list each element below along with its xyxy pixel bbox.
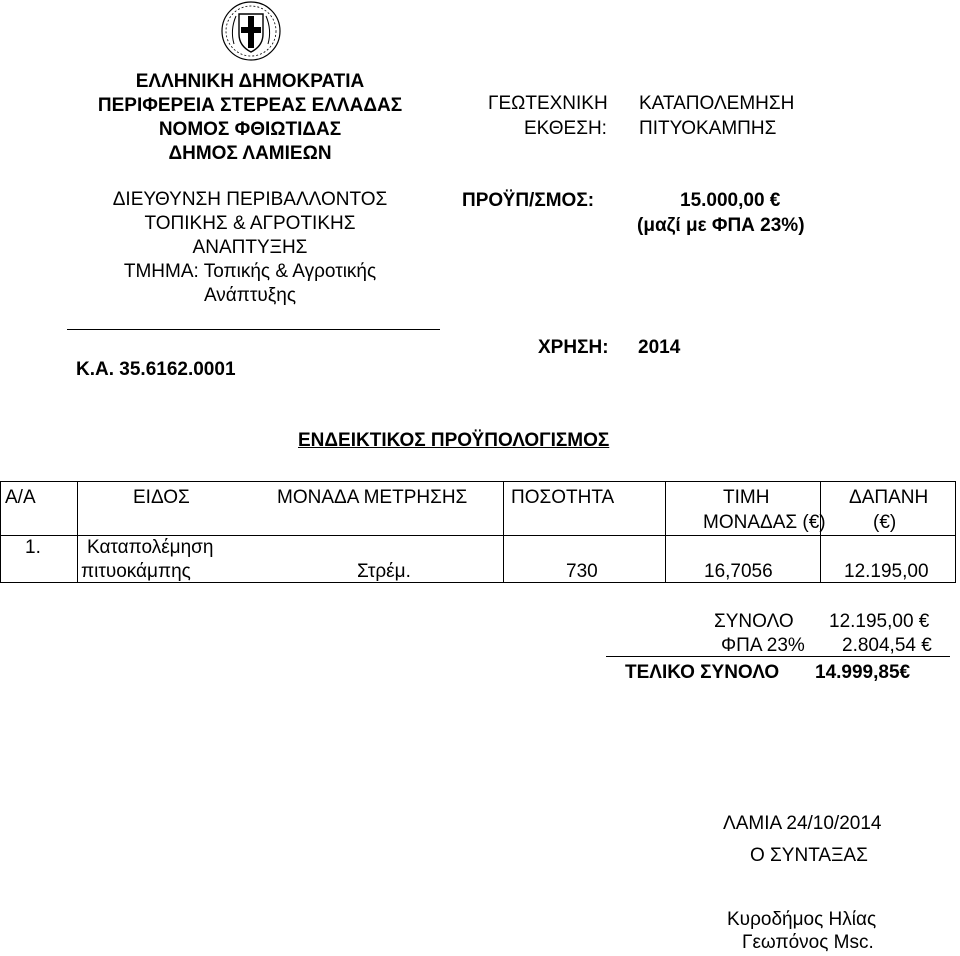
vat-label: ΦΠΑ 23% (721, 635, 805, 656)
total-value: 14.999,85€ (815, 662, 911, 683)
header-cost: (€) (873, 512, 897, 533)
row-item: πιτυοκάμπης (81, 561, 191, 582)
department-line: ΤΟΠΙΚΗΣ & ΑΓΡΟΤΙΚΗΣ (144, 213, 356, 234)
column-divider (503, 482, 504, 582)
row-qty: 730 (566, 561, 598, 582)
budget-note: (μαζί με ΦΠΑ 23%) (637, 215, 805, 236)
study-label-1: ΓΕΩΤΕΧΝΙΚΗ (488, 93, 608, 114)
totals-rule (606, 656, 950, 657)
year-label: ΧΡΗΣΗ: (538, 337, 609, 358)
total-label: ΤΕΛΙΚΟ ΣΥΝΟΛΟ (625, 662, 780, 683)
header-cost: ΔΑΠΑΝΗ (849, 487, 929, 508)
header-item: ΕΙΔΟΣ (133, 487, 190, 508)
department-line: Ανάπτυξης (203, 285, 297, 306)
signature-rule (67, 329, 440, 330)
year-value: 2014 (638, 337, 681, 358)
department-line: ΤΜΗΜΑ: Τοπικής & Αγροτικής (123, 261, 377, 282)
document-title: ΕΝΔΕΙΚΤΙΚΟΣ ΠΡΟΫΠΟΛΟΓΙΣΜΟΣ (298, 430, 610, 451)
sum-value: 12.195,00 € (829, 611, 930, 632)
study-value-1: ΚΑΤΑΠΟΛΕΜΗΣΗ (639, 93, 795, 114)
department-line: ΔΙΕΥΘΥΝΣΗ ΠΕΡΙΒΑΛΛΟΝΤΟΣ (112, 189, 388, 210)
department-block (60, 188, 440, 308)
header-price: ΤΙΜΗ (723, 487, 770, 508)
budget-code: Κ.Α. 35.6162.0001 (76, 359, 236, 380)
coat-of-arms-emblem (220, 0, 282, 62)
row-cost: 12.195,00 (844, 561, 929, 582)
study-label-2: ΕΚΘΕΣΗ: (524, 118, 607, 139)
author-role: Ο ΣΥΝΤΑΞΑΣ (750, 845, 868, 866)
issuer-line: ΔΗΜΟΣ ΛΑΜΙΕΩΝ (168, 143, 332, 164)
budget-value: 15.000,00 € (680, 190, 781, 211)
header-unit: ΜΟΝΑΔΑ ΜΕΤΡΗΣΗΣ (277, 487, 468, 508)
department-line: ΑΝΑΠΤΥΞΗΣ (192, 237, 308, 258)
issuer-block (60, 70, 440, 166)
row-unit: Στρέμ. (357, 561, 411, 582)
issuer-line: ΠΕΡΙΦΕΡΕΙΑ ΣΤΕΡΕΑΣ ΕΛΛΑΔΑΣ (97, 95, 403, 116)
author-name: Κυροδήμος Ηλίας (727, 909, 877, 930)
budget-table (0, 481, 956, 583)
place-date: ΛΑΜΙΑ 24/10/2014 (723, 813, 882, 834)
header-aa: Α/Α (5, 487, 36, 508)
row-item: Καταπολέμηση (87, 537, 214, 558)
issuer-line: ΕΛΛΗΝΙΚΗ ΔΗΜΟΚΡΑΤΙΑ (135, 71, 365, 92)
row-price: 16,7056 (704, 561, 773, 582)
budget-label: ΠΡΟΫΠ/ΣΜΟΣ: (462, 190, 595, 211)
column-divider (77, 482, 78, 582)
header-qty: ΠΟΣΟΤΗΤΑ (511, 487, 615, 508)
column-divider (665, 482, 666, 582)
issuer-line: ΝΟΜΟΣ ΦΘΙΩΤΙΔΑΣ (158, 119, 342, 140)
author-title: Γεωπόνος Msc. (742, 932, 874, 953)
sum-label: ΣΥΝΟΛΟ (714, 611, 794, 632)
header-price: ΜΟΝΑΔΑΣ (€) (703, 512, 826, 533)
row-aa: 1. (25, 537, 41, 558)
vat-value: 2.804,54 € (842, 635, 932, 656)
study-value-2: ΠΙΤΥΟΚΑΜΠΗΣ (639, 118, 777, 139)
